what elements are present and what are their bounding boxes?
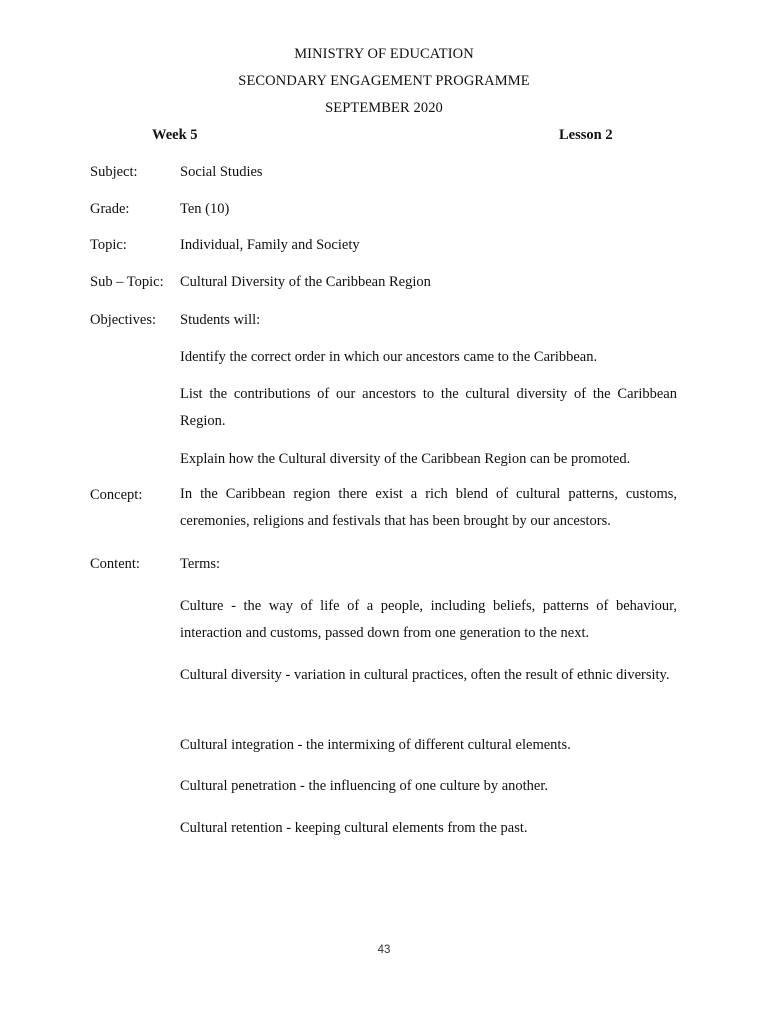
term-definition: Cultural diversity - variation in cultural practices, often the result of ethnic diversity. xyxy=(180,667,670,683)
topic-label: Topic: xyxy=(90,237,127,253)
objective-item: Explain how the Cultural diversity of the Caribbean Region can be promoted. xyxy=(180,451,631,467)
subject-label: Subject: xyxy=(90,164,138,180)
grade-label: Grade: xyxy=(90,201,130,217)
subtopic-value: Cultural Diversity of the Caribbean Region xyxy=(180,274,431,290)
concept-label: Concept: xyxy=(90,487,143,503)
objective-item: List the contributions of our ancestors to the cultural diversity of the Caribbean Region. xyxy=(180,386,677,429)
terms-heading: Terms: xyxy=(180,556,221,572)
subtopic-label: Sub – Topic: xyxy=(90,274,164,290)
subject-value: Social Studies xyxy=(180,164,263,180)
programme-heading: SECONDARY ENGAGEMENT PROGRAMME xyxy=(238,73,530,89)
grade-value: Ten (10) xyxy=(180,201,230,217)
content-label: Content: xyxy=(90,556,140,572)
objectives-label: Objectives: xyxy=(90,312,157,328)
objectives-intro: Students will: xyxy=(180,312,261,328)
concept-text: In the Caribbean region there exist a rich blend of cultural patterns, customs, ceremonies, religions and festivals that has been brought by our ancestors. xyxy=(180,486,677,529)
term-definition: Cultural integration - the intermixing of different cultural elements. xyxy=(180,737,571,753)
ministry-heading: MINISTRY OF EDUCATION xyxy=(294,46,474,62)
week-label: Week 5 xyxy=(152,127,198,143)
page-number: 43 xyxy=(377,944,391,956)
objective-item: Identify the correct order in which our ancestors came to the Caribbean. xyxy=(180,349,598,365)
term-definition: Culture - the way of life of a people, including beliefs, patterns of behaviour, interaction and customs, passed down from one generation to the next. xyxy=(180,598,677,641)
lesson-label: Lesson 2 xyxy=(559,127,613,143)
term-definition: Cultural retention - keeping cultural elements from the past. xyxy=(180,820,528,836)
date-heading: SEPTEMBER 2020 xyxy=(325,100,443,116)
topic-value: Individual, Family and Society xyxy=(180,237,360,253)
term-definition: Cultural penetration - the influencing of one culture by another. xyxy=(180,778,549,794)
